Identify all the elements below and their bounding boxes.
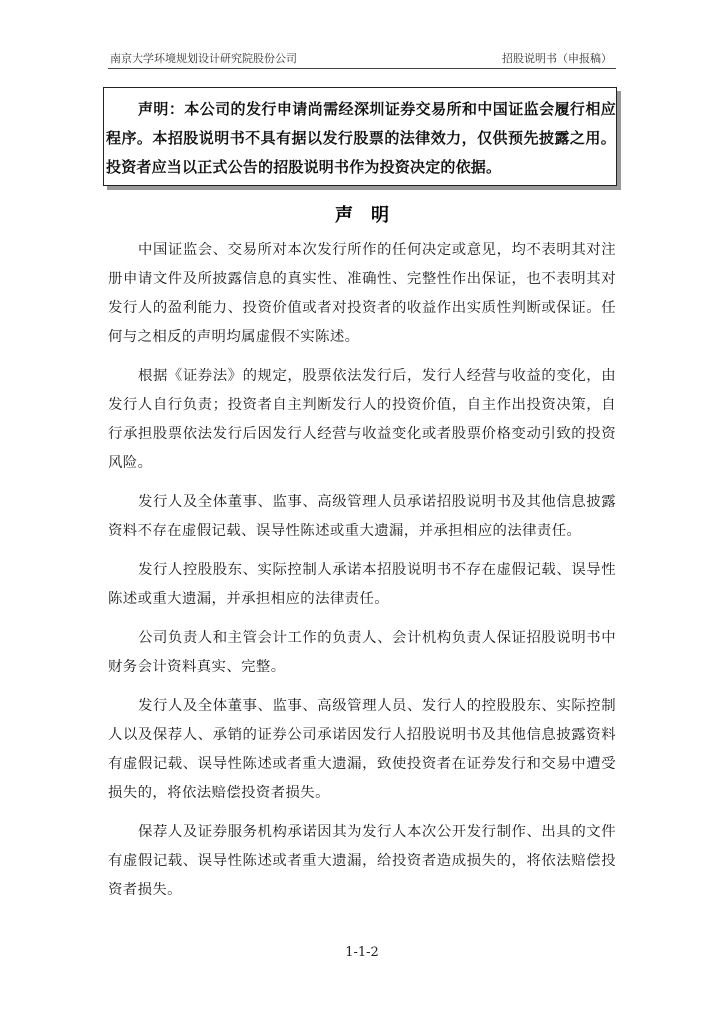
preliminary-notice-box — [103, 87, 617, 186]
preliminary-notice-text: 声明：本公司的发行申请尚需经深圳证券交易所和中国证监会履行相应程序。本招股说明书不具有据以发行股票的法律效力，仅供预先披露之用。投资者应当以正式公告的招股说明书作为投资决定的依据。 — [106, 100, 616, 176]
page-number: 1-1-2 — [345, 945, 379, 960]
section-title: 声明 — [335, 205, 407, 226]
page-header — [108, 51, 616, 67]
paragraph-csrc-disclaimer: 中国证监会、交易所对本次发行所作的任何决定或意见，均不表明其对注册申请文件及所披露信息的真实性、准确性、完整性作出保证，也不表明其对发行人的盈利能力、投资价值或者对投资者的收益作出实质性判断或保证。任何与之相反的声明均属虚假不实陈述。 — [108, 242, 616, 345]
paragraph-directors-commitment: 发行人及全体董事、监事、高级管理人员承诺招股说明书及其他信息披露资料不存在虚假记载、误导性陈述或重大遗漏，并承担相应的法律责任。 — [108, 494, 616, 539]
paragraph-sponsor-commitment: 保荐人及证券服务机构承诺因其为发行人本次公开发行制作、出具的文件有虚假记载、误导性陈述或者重大遗漏，给投资者造成损失的，将依法赔偿投资者损失。 — [108, 824, 616, 898]
header-company-name: 南京大学环境规划设计研究院股份公司 — [110, 52, 297, 65]
paragraph-securities-law: 根据《证券法》的规定，股票依法发行后，发行人经营与收益的变化，由发行人自行负责；投资者自主判断发行人的投资价值，自主作出投资决策，自行承担股票依法发行后因发行人经营与收益变化或者股票价格变动引致的投资风险。 — [108, 368, 616, 471]
header-divider — [108, 68, 616, 69]
paragraph-compensation-commitment: 发行人及全体董事、监事、高级管理人员、发行人的控股股东、实际控制人以及保荐人、承销的证券公司承诺因发行人招股说明书及其他信息披露资料有虚假记载、误导性陈述或者重大遗漏，致使投资者在证券发行和交易中遭受损失的，将依法赔偿投资者损失。 — [108, 698, 616, 801]
paragraph-controlling-shareholder: 发行人控股股东、实际控制人承诺本招股说明书不存在虚假记载、误导性陈述或重大遗漏，并承担相应的法律责任。 — [108, 562, 616, 607]
paragraph-financial-officers: 公司负责人和主管会计工作的负责人、会计机构负责人保证招股说明书中财务会计资料真实、完整。 — [108, 630, 616, 675]
header-document-title: 招股说明书（申报稿） — [502, 52, 612, 65]
declaration-body — [108, 236, 616, 915]
